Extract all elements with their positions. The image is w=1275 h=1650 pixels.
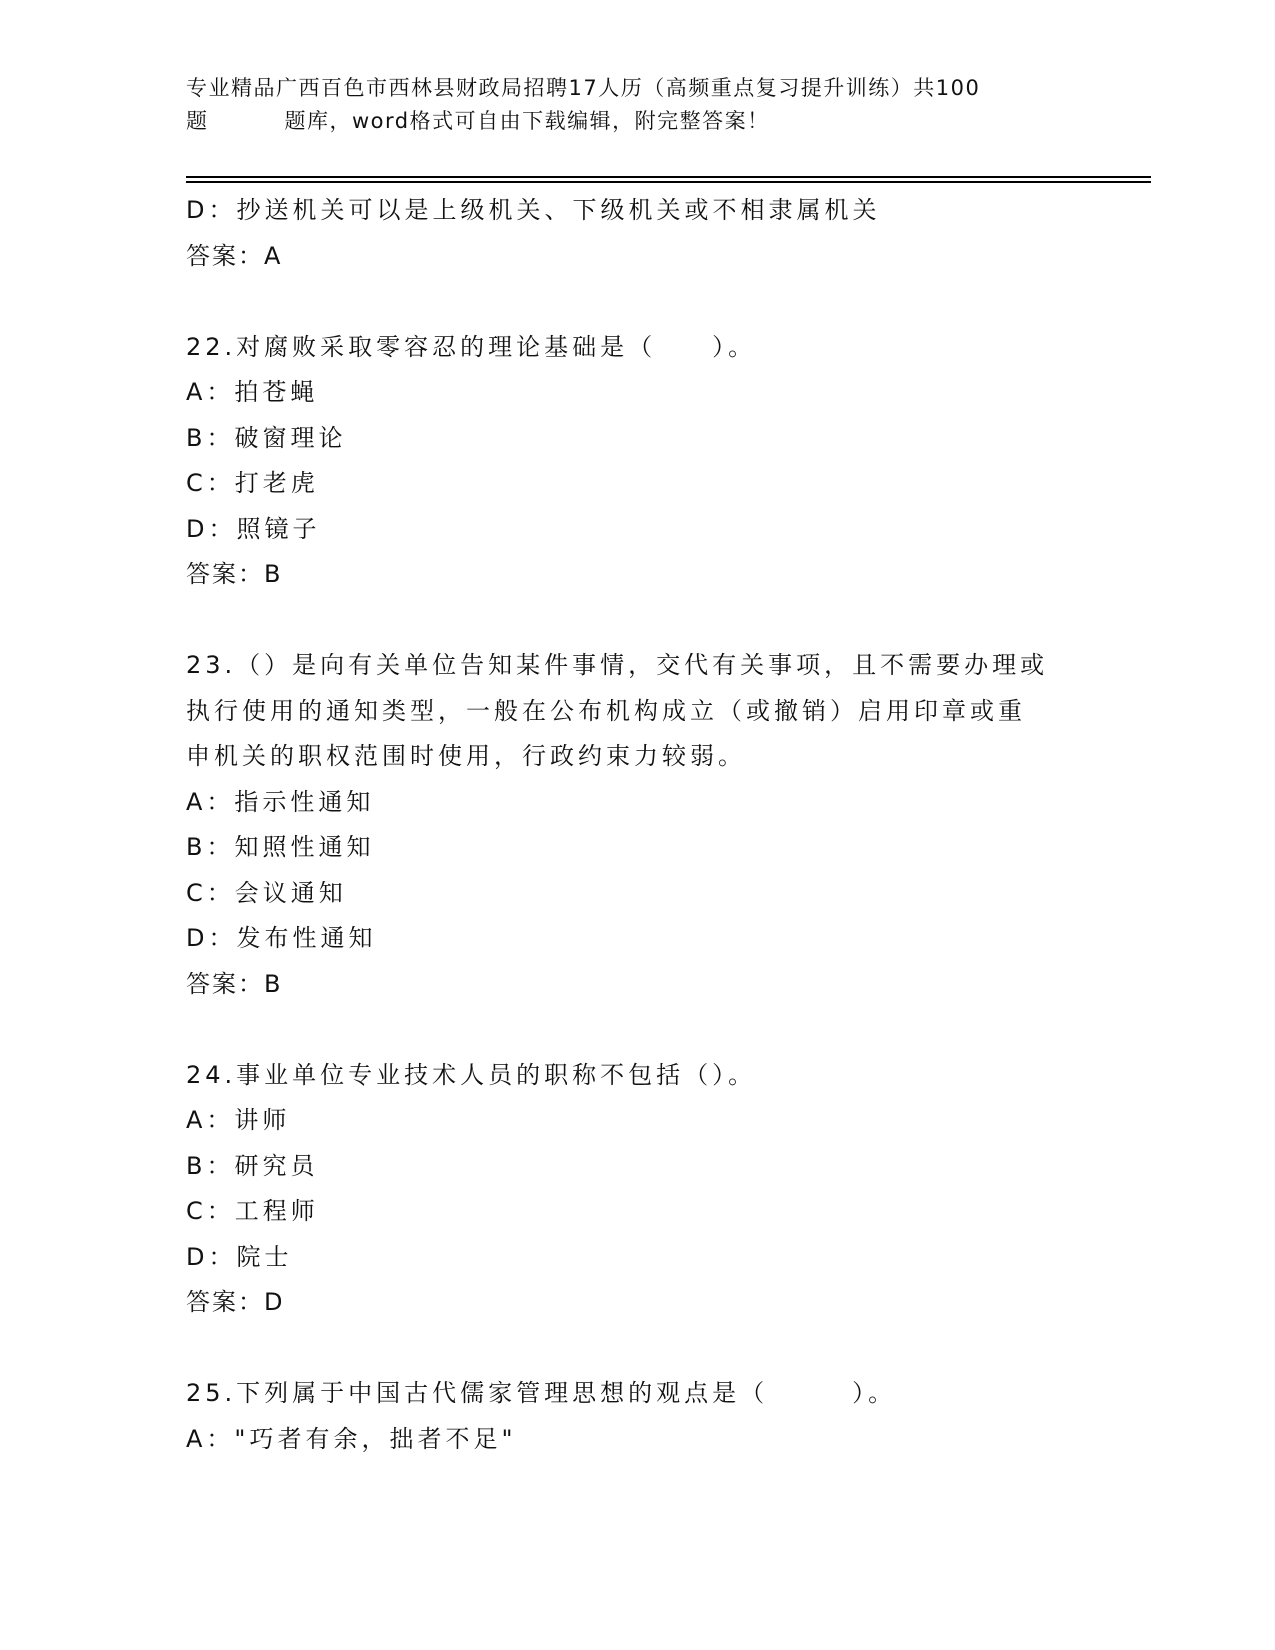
- option-c: C：打老虎: [186, 469, 319, 497]
- question-block-22: [186, 325, 1086, 598]
- header-rule-top: [186, 176, 1151, 178]
- answer-line: 答案：B: [186, 969, 283, 998]
- option-d: D：发布性通知: [186, 924, 377, 952]
- document-header: [186, 72, 1066, 138]
- header-line-2-left: 题: [186, 109, 209, 133]
- option-d: D：抄送机关可以是上级机关、下级机关或不相隶属机关: [186, 196, 881, 224]
- option-b: B：知照性通知: [186, 833, 375, 861]
- question-stem: 24.事业单位专业技术人员的职称不包括（）。: [186, 1060, 757, 1089]
- question-block-23: [186, 643, 1086, 1007]
- question-block-24: [186, 1053, 1086, 1326]
- spacer: [186, 279, 1086, 325]
- question-stem-line-2: 执行使用的通知类型，一般在公布机构成立（或撤销）启用印章或重: [186, 696, 1026, 725]
- spacer: [186, 1007, 1086, 1053]
- question-stem-line-1: 23.（）是向有关单位告知某件事情，交代有关事项，且不需要办理或: [186, 651, 1049, 679]
- spacer: [186, 1326, 1086, 1372]
- question-list: [186, 188, 1086, 1462]
- header-title-line-2: [186, 105, 1066, 138]
- answer-line: 答案：D: [186, 1288, 285, 1316]
- question-block-25: [186, 1371, 1086, 1462]
- header-title-line-1: 专业精品广西百色市西林县财政局招聘17人历（高频重点复习提升训练）共100: [186, 76, 981, 100]
- option-c: C：会议通知: [186, 878, 347, 907]
- question-stem: 25.下列属于中国古代儒家管理思想的观点是（ ）。: [186, 1379, 897, 1407]
- option-b: B：研究员: [186, 1151, 319, 1180]
- question-stem-line-3: 申机关的职权范围时使用，行政约束力较弱。: [186, 742, 746, 770]
- option-a: A：讲师: [186, 1106, 291, 1134]
- option-c: C：工程师: [186, 1197, 319, 1225]
- header-rule-bottom: [186, 181, 1151, 183]
- answer-line: 答案：B: [186, 560, 283, 588]
- option-d: D：院士: [186, 1242, 293, 1271]
- question-block-21: [186, 188, 1086, 279]
- option-a: A："巧者有余，拙者不足": [186, 1424, 517, 1453]
- question-stem: 22.对腐败采取零容忍的理论基础是（ ）。: [186, 332, 757, 361]
- spacer: [186, 598, 1086, 644]
- header-gap: [209, 105, 285, 138]
- answer-line: 答案：A: [186, 241, 283, 270]
- option-d: D：照镜子: [186, 514, 321, 543]
- option-b: B：破窗理论: [186, 423, 347, 452]
- header-line-2-right: 题库，word格式可自由下载编辑，附完整答案！: [284, 109, 770, 133]
- option-a: A：拍苍蝇: [186, 378, 319, 406]
- option-a: A：指示性通知: [186, 787, 375, 816]
